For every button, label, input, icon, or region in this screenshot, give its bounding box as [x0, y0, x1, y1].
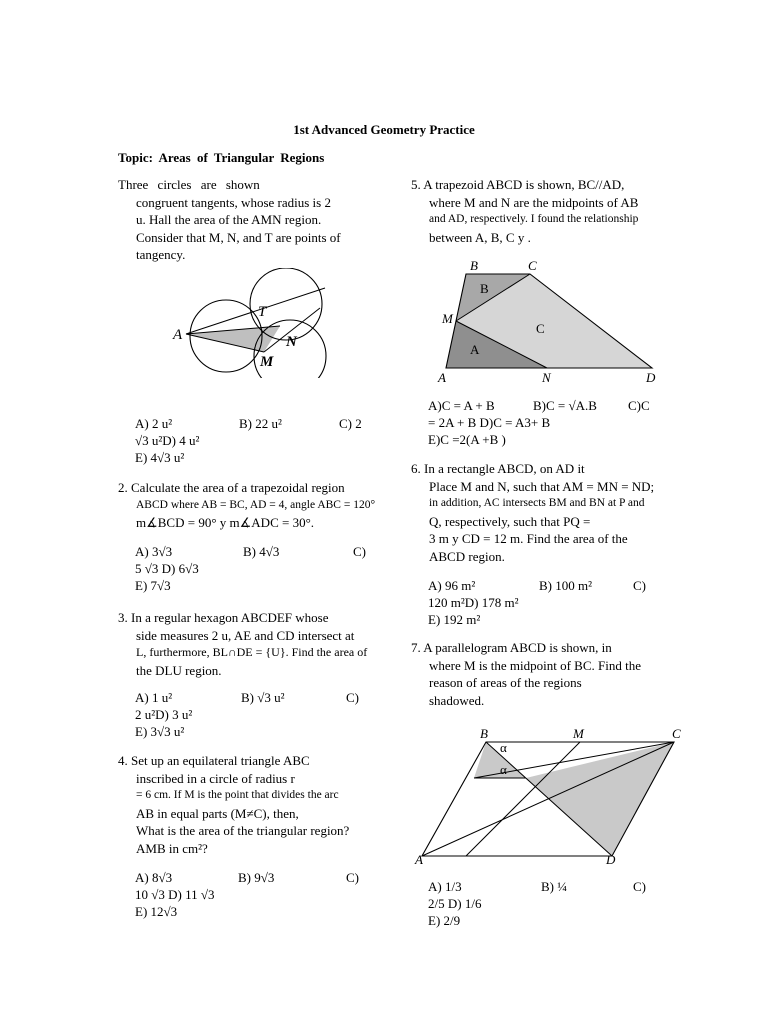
- q7-line-3: reason of areas of the regions: [429, 675, 582, 690]
- question-3: [118, 609, 367, 679]
- q7-line-1: 7. A parallelogram ABCD is shown, in: [411, 640, 612, 655]
- label-d: D: [646, 370, 656, 385]
- region-label-c: C: [536, 321, 545, 336]
- q4-option-a: A) 8√3: [135, 870, 173, 885]
- page-title: 1st Advanced Geometry Practice: [293, 122, 475, 137]
- q4-option-c: C): [346, 870, 359, 885]
- q2-line-2: ABCD where AB = BC, AD = 4, angle ABC = 120°: [136, 498, 376, 511]
- label-m: M: [260, 354, 274, 370]
- label-n: N: [286, 334, 297, 350]
- question-1: [118, 176, 341, 264]
- q1-option-b: B) 22 u²: [239, 416, 282, 431]
- q5-option-b: B)C = √A.B: [533, 398, 597, 413]
- q4-answers: [135, 869, 395, 920]
- q4-option-b: B) 9√3: [238, 870, 275, 885]
- label-d: D: [606, 852, 616, 867]
- q3-option-b: B) √3 u²: [241, 690, 285, 705]
- q3-line-4: the DLU region.: [136, 662, 222, 678]
- alpha-label-2: α: [500, 762, 507, 777]
- question-6: [411, 460, 654, 565]
- question-2: [118, 479, 375, 532]
- q1-option-c-d: √3 u²D) 4 u²: [135, 433, 200, 448]
- q4-line-2: inscribed in a circle of radius r: [136, 770, 295, 786]
- parallelogram-figure: [410, 722, 692, 868]
- q6-line-3: in addition, AC intersects BM and BN at P and: [429, 497, 645, 509]
- q3-option-c-d: 2 u²D) 3 u²: [135, 707, 193, 722]
- q4-option-c-d: 10 √3 D) 11 √3: [135, 887, 215, 902]
- label-m: M: [573, 726, 584, 741]
- q7-option-b: B) ¼: [541, 879, 567, 894]
- question-4: [118, 752, 349, 857]
- q6-option-b: B) 100 m²: [539, 578, 593, 593]
- q5-option-c-d: = 2A + B D)C = A3+ B: [428, 415, 551, 430]
- question-5: [411, 176, 638, 246]
- q3-line-3: L, furthermore, BL∩DE = {U}. Find the area of: [136, 645, 368, 659]
- region-label-a: A: [470, 342, 480, 357]
- q4-line-6: AMB in cm²?: [136, 840, 208, 856]
- q7-option-a: A) 1/3: [428, 879, 462, 894]
- q7-option-c: C): [633, 879, 646, 894]
- trapezoid-figure: [430, 256, 670, 388]
- q7-option-e: E) 2/9: [428, 913, 461, 928]
- q3-option-c: C): [346, 690, 359, 705]
- q1-option-c: C) 2: [339, 416, 362, 431]
- q5-option-c: C)C: [628, 398, 650, 413]
- q1-line-4: Consider that M, N, and T are points of: [136, 229, 341, 245]
- q6-option-c-d: 120 m²D) 178 m²: [428, 595, 519, 610]
- q6-line-6: ABCD region.: [429, 548, 505, 564]
- q2-option-c: C): [353, 544, 366, 559]
- q2-option-a: A) 3√3: [135, 544, 173, 559]
- q6-option-e: E) 192 m²: [428, 612, 481, 627]
- q2-option-c-d: 5 √3 D) 6√3: [135, 561, 199, 576]
- q5-line-1: 5. A trapezoid ABCD is shown, BC//AD,: [411, 177, 625, 192]
- q3-option-a: A) 1 u²: [135, 690, 173, 705]
- q1-line-3: u. Hall the area of the AMN region.: [136, 212, 322, 227]
- q3-line-2: side measures 2 u, AE and CD intersect at: [136, 627, 355, 643]
- q5-line-4: between A, B, C y .: [429, 229, 531, 245]
- region-label-b: B: [480, 281, 489, 296]
- tangent-line-upper: [186, 288, 325, 334]
- label-t: T: [258, 304, 267, 320]
- q6-line-5: 3 m y CD = 12 m. Find the area of the: [429, 531, 628, 546]
- q3-answers: [135, 689, 395, 740]
- label-b: B: [480, 726, 488, 741]
- q5-answers: [428, 397, 698, 448]
- q5-option-e: E)C =2(A +B ): [428, 432, 506, 447]
- q7-line-4: shadowed.: [429, 692, 485, 708]
- label-b: B: [470, 258, 478, 273]
- q7-line-2: where M is the midpoint of BC. Find the: [429, 657, 641, 673]
- q3-line-1: 3. In a regular hexagon ABCDEF whose: [118, 610, 329, 625]
- q7-answers: [428, 878, 698, 929]
- q3-option-e: E) 3√3 u²: [135, 724, 185, 739]
- label-n: N: [542, 370, 551, 385]
- q5-option-a: A)C = A + B: [428, 398, 495, 413]
- label-c: C: [672, 726, 681, 741]
- q2-answers: [135, 543, 395, 594]
- label-a: A: [438, 370, 446, 385]
- q4-option-e: E) 12√3: [135, 904, 178, 919]
- q1-line-1: Three circles are shown: [118, 177, 260, 192]
- q6-option-a: A) 96 m²: [428, 578, 476, 593]
- q5-line-3: and AD, respectively. I found the relationship: [429, 213, 639, 225]
- q1-answers: [135, 415, 395, 466]
- topic-heading: Topic: Areas of Triangular Regions: [118, 150, 325, 165]
- q4-line-4: AB in equal parts (M≠C), then,: [136, 805, 299, 821]
- q6-line-4: Q, respectively, such that PQ =: [429, 513, 591, 529]
- q2-option-b: B) 4√3: [243, 544, 280, 559]
- alpha-label-1: α: [500, 740, 507, 755]
- q2-line-1: 2. Calculate the area of a trapezoidal region: [118, 480, 345, 495]
- q7-option-c-d: 2/5 D) 1/6: [428, 896, 482, 911]
- q1-line-2: congruent tangents, whose radius is 2: [136, 194, 331, 210]
- label-m: M: [442, 311, 453, 326]
- label-a: A: [415, 852, 423, 867]
- q4-line-5: What is the area of the triangular region?: [136, 823, 350, 838]
- q2-line-3: m∡BCD = 90° y m∡ADC = 30°.: [136, 515, 315, 530]
- q2-option-e: E) 7√3: [135, 578, 171, 593]
- q1-option-e: E) 4√3 u²: [135, 450, 185, 465]
- q6-line-2: Place M and N, such that AM = MN = ND;: [429, 478, 655, 494]
- q4-line-3: = 6 cm. If M is the point that divides the arc: [136, 789, 339, 801]
- question-7: [411, 639, 641, 709]
- label-c: C: [528, 258, 537, 273]
- q6-option-c: C): [633, 578, 646, 593]
- label-a: A: [173, 327, 183, 343]
- q6-answers: [428, 577, 698, 628]
- q5-line-2: where M and N are the midpoints of AB: [429, 194, 639, 210]
- q1-line-5: tangency.: [136, 247, 186, 262]
- q4-line-1: 4. Set up an equilateral triangle ABC: [118, 753, 310, 768]
- q6-line-1: 6. In a rectangle ABCD, on AD it: [411, 461, 585, 476]
- q1-option-a: A) 2 u²: [135, 416, 173, 431]
- three-circles-figure: [170, 268, 350, 378]
